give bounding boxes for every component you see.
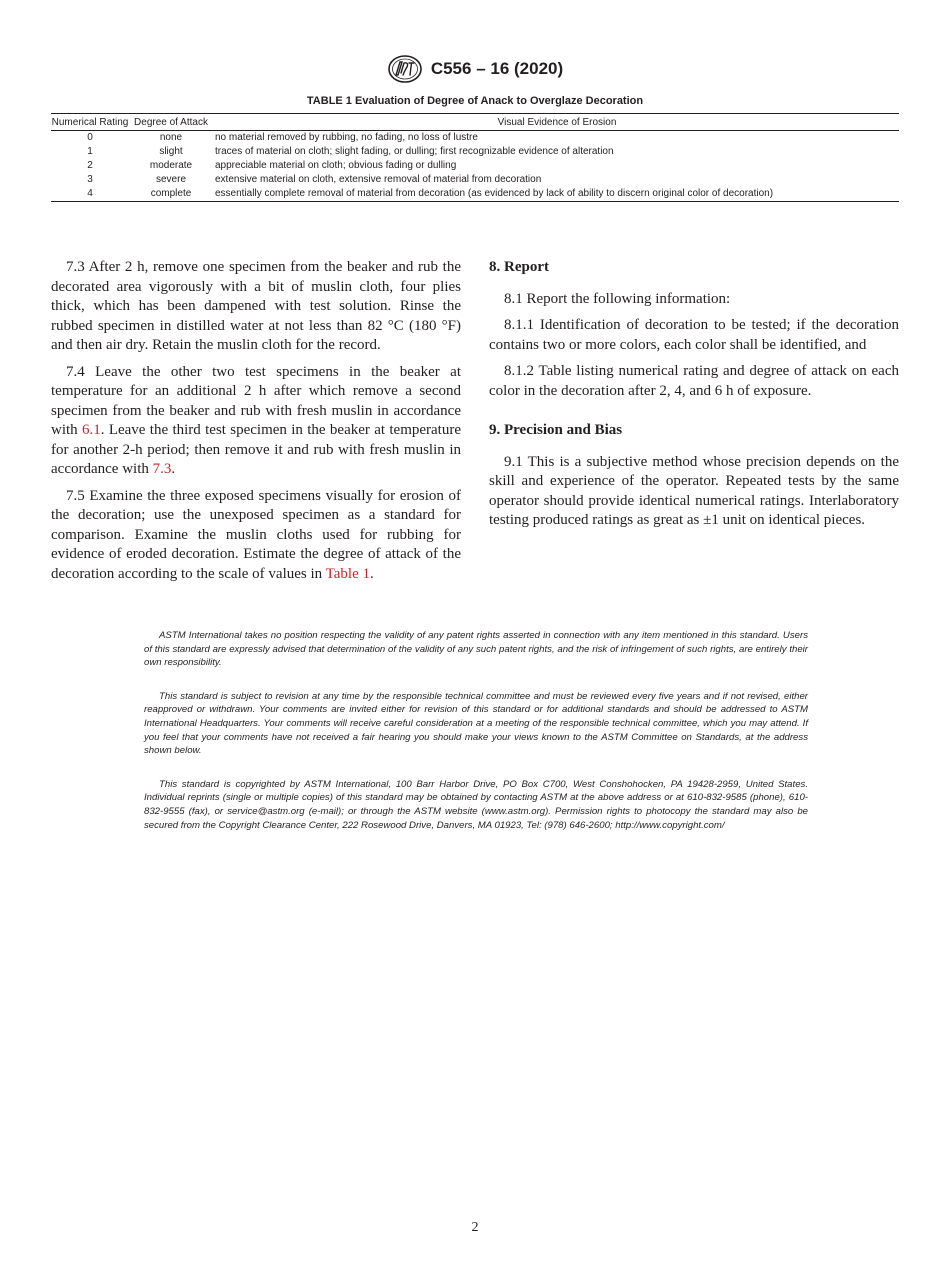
copyright-notice: This standard is copyrighted by ASTM International, 100 Barr Harbor Drive, PO Box C700, West Conshohocken, PA 19428-2959, United States. Individual reprints (single or multiple copies) of this standard may be obtained by contacting ASTM at the above address or at 610-832-9585 (phone), 610-832-9555 (fax), or service@astm.org (e-mail); or through the ASTM website (www.astm.org). Permission rights to photocopy the standard may also be secured from the Copyright Clearance Center, 222 Rosewood Drive, Danvers, MA 01923, Tel: (978) 646-2600; http://www.copyright.com/ [144, 778, 808, 831]
table-row [51, 187, 899, 202]
column-header-degree-of-attack: Degree of Attack [134, 117, 208, 128]
evidence-cell: extensive material on cloth, extensive removal of material from decoration [215, 174, 542, 185]
link-section-6-1[interactable]: 6.1 [82, 422, 101, 438]
rating-cell: 0 [87, 132, 93, 143]
attack-cell: complete [150, 188, 192, 199]
paragraph-9-1: 9.1 This is a subjective method whose precision depends on the skill and experience of the operator. Repeated tests by the same operator should provide identical numerical ratings. Interlaboratory testing produced ratings as great as ±1 unit on identical pieces. [489, 453, 899, 528]
table-row [51, 131, 899, 146]
paragraph-7-4-text-a: 7.4 Leave the other two test specimens in the beaker at temperature for an additional 2 h after which remove a second specimen from the beaker and rub with fresh muslin in accordance with [51, 363, 461, 438]
column-header-visual-evidence: Visual Evidence of Erosion [497, 117, 617, 128]
table-title: TABLE 1 Evaluation of Degree of Anack to Overglaze Decoration [306, 95, 644, 107]
table-header-row [51, 114, 899, 131]
paragraph-7-5-text-b: . [369, 565, 374, 582]
paragraph-8-1-2: 8.1.2 Table listing numerical rating and degree of attack on each color in the decoration after 2, 4, and 6 h of exposure. [489, 363, 899, 399]
evidence-cell: essentially complete removal of material from decoration (as evidenced by lack of ability to discern original color of decoration) [215, 188, 774, 199]
table-row [51, 173, 899, 187]
attack-cell: slight [159, 146, 183, 157]
left-column [51, 258, 461, 591]
paragraph-7-4-text-c: . [171, 461, 176, 477]
link-section-7-3[interactable]: 7.3 [152, 461, 172, 477]
section-heading-report: 8. Report [489, 259, 549, 275]
attack-cell: severe [155, 174, 186, 185]
section-heading-precision-bias: 9. Precision and Bias [489, 422, 623, 438]
page-header [0, 54, 950, 84]
revision-notice: This standard is subject to revision at any time by the responsible technical committee and must be reviewed every five years and if not revised, either reapproved or withdrawn. Your comments are invited either for revision of this standard or for additional standards and should be addressed to ASTM International Headquarters. Your comments will receive careful consideration at a meeting of the responsible technical committee, which you may attend. If you feel that your comments have not received a fair hearing you should make your views known to the ASTM Committee on Standards, at the address shown below. [144, 690, 808, 757]
paragraph-7-4-text-b: . Leave the third test specimen in the beaker at temperature for another 2-h period; then remove it and rub with fresh muslin in accordance with [51, 422, 461, 477]
astm-logo-icon [387, 54, 423, 84]
paragraph-7-3: 7.3 After 2 h, remove one specimen from the beaker and rub the decorated area vigorously with a bit of muslin cloth, four plies thick, which has been dampened with test solution. Rinse the rubbed specimen in distilled water at not less than 82 °C (180 °F) and then air dry. Retain the muslin cloth for the record. [51, 259, 461, 353]
table-row [51, 145, 899, 159]
evidence-cell: appreciable material on cloth; obvious fading or dulling [215, 160, 457, 171]
attack-cell: none [159, 132, 183, 143]
rating-cell: 3 [87, 174, 93, 185]
table-row [51, 159, 899, 173]
legal-notice [144, 629, 808, 852]
evaluation-table [51, 113, 899, 202]
column-header-numerical-rating: Numerical Rating [51, 117, 129, 128]
paragraph-7-4 [51, 363, 461, 480]
paragraph-8-1: 8.1 Report the following information: [504, 290, 731, 307]
rating-cell: 4 [87, 188, 93, 199]
link-table-1[interactable]: Table 1 [325, 565, 370, 582]
right-column [489, 258, 899, 538]
rating-cell: 1 [87, 146, 93, 157]
rating-cell: 2 [87, 160, 93, 171]
page-number: 2 [471, 1220, 479, 1235]
paragraph-7-5-text-a: 7.5 Examine the three exposed specimens visually for erosion of the decoration; use the unexposed specimen as a standard for comparison. Examine the muslin cloths used for rubbing for evidence of eroded decoration. Estimate the degree of attack of the decoration according to the scale of values in [51, 487, 461, 582]
attack-cell: moderate [149, 160, 193, 171]
evidence-cell: traces of material on cloth; slight fading, or dulling; first recognizable evidence of alteration [215, 146, 614, 157]
paragraph-8-1-1: 8.1.1 Identification of decoration to be tested; if the decoration contains two or more colors, each color shall be identified, and [489, 317, 899, 353]
standard-designation: C556 – 16 (2020) [430, 59, 564, 78]
evidence-cell: no material removed by rubbing, no fading, no loss of lustre [215, 132, 478, 143]
paragraph-7-5 [51, 487, 461, 585]
patent-notice: ASTM International takes no position respecting the validity of any patent rights asserted in connection with any item mentioned in this standard. Users of this standard are expressly advised that determination of the validity of any such patent rights, and the risk of infringement of such rights, are entirely their own responsibility. [144, 630, 808, 669]
